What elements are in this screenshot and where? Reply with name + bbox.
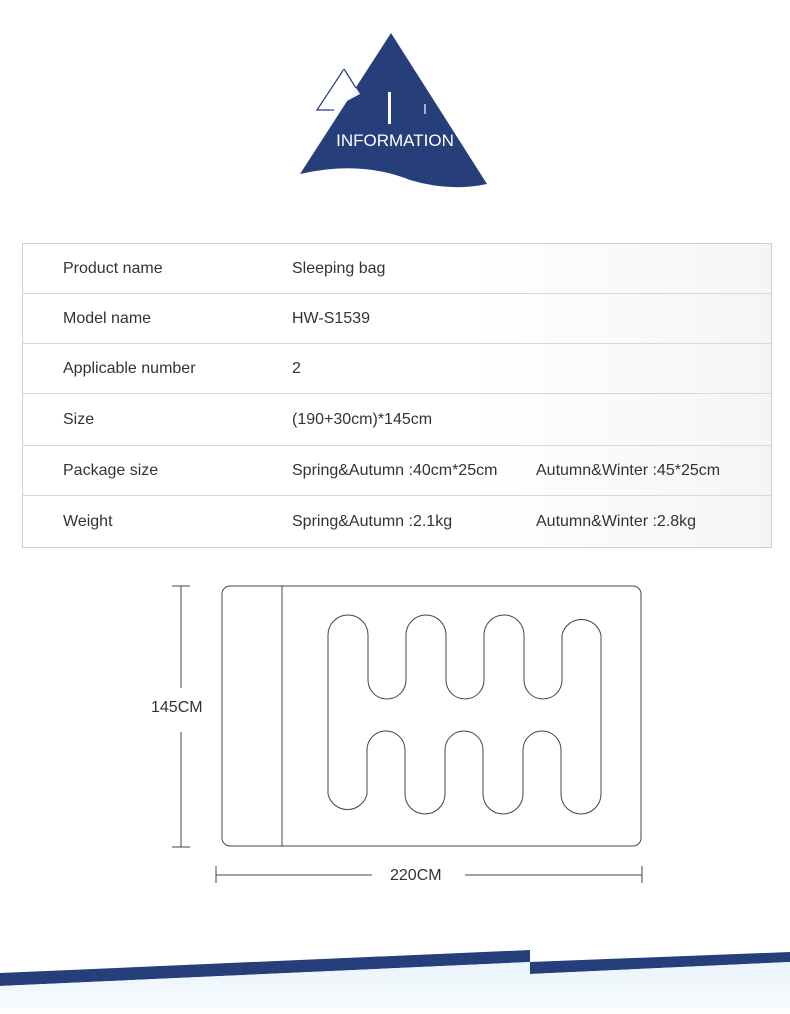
decorative-wave-band <box>0 930 790 1009</box>
dimension-diagram <box>0 570 790 900</box>
height-dimension-label: 145CM <box>151 699 203 716</box>
spec-row-model-name <box>23 294 771 344</box>
spec-value: 2 <box>292 359 301 377</box>
spec-label: Product name <box>63 259 163 277</box>
spec-label: Package size <box>63 461 159 479</box>
spec-row-weight <box>23 496 771 547</box>
spec-value-secondary: Autumn&Winter :2.8kg <box>536 512 697 530</box>
width-dimension-label: 220CM <box>390 867 442 884</box>
spec-value: Spring&Autumn :40cm*25cm <box>292 461 498 479</box>
section-title: INFORMATION <box>336 131 454 150</box>
spec-value: Spring&Autumn :2.1kg <box>292 512 453 530</box>
wave-stripe-icon <box>0 930 790 1009</box>
spec-value: HW-S1539 <box>292 309 370 327</box>
spec-label: Weight <box>63 512 113 530</box>
spec-row-size <box>23 394 771 446</box>
spec-value: Sleeping bag <box>292 259 386 277</box>
spec-label: Applicable number <box>63 359 196 377</box>
spec-row-package-size <box>23 446 771 496</box>
information-logo <box>300 30 490 192</box>
sleeping-bag-outline-icon <box>0 570 790 900</box>
spec-value-secondary: Autumn&Winter :45*25cm <box>536 461 721 479</box>
spec-label: Model name <box>63 309 152 327</box>
spec-table <box>22 243 772 548</box>
spec-value: (190+30cm)*145cm <box>292 410 433 428</box>
mountain-icon <box>300 30 490 192</box>
spec-row-product-name <box>23 244 771 294</box>
spec-row-applicable-number <box>23 344 771 394</box>
spec-label: Size <box>63 410 95 428</box>
